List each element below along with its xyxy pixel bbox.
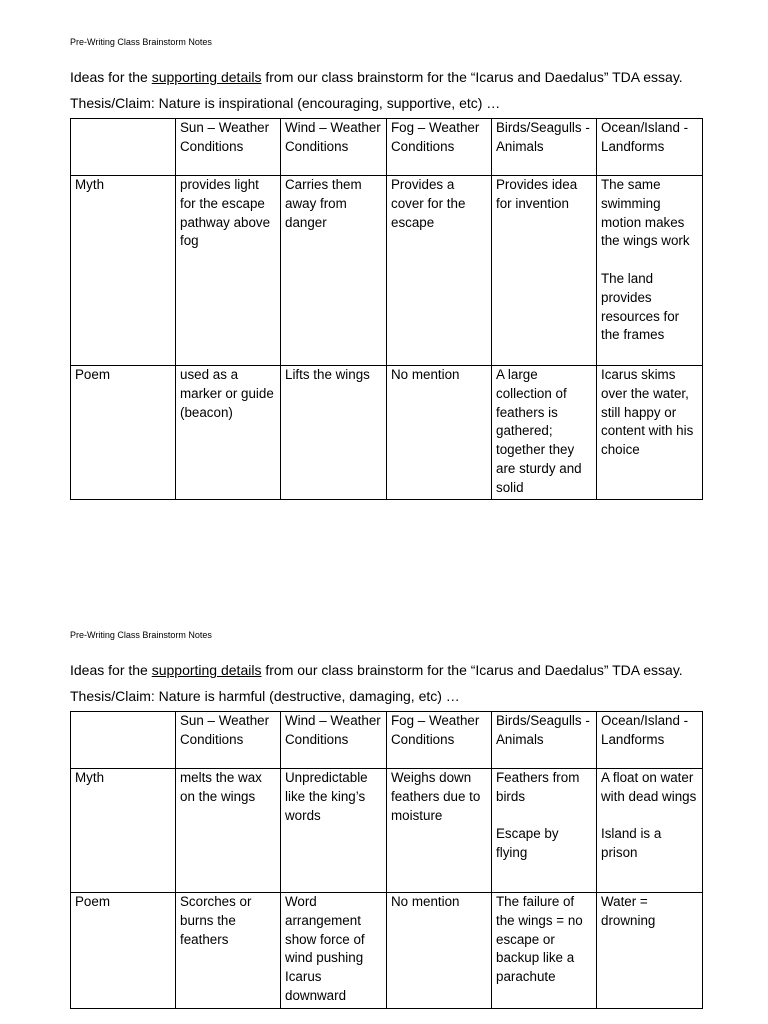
- table-cell: Feathers from birds Escape by flying: [492, 769, 597, 893]
- table-cell: Provides idea for invention: [492, 176, 597, 366]
- table-cell: used as a marker or guide (beacon): [176, 366, 281, 500]
- brainstorm-table: [70, 711, 703, 1009]
- brainstorm-table: [70, 118, 703, 500]
- table-cell: provides light for the escape pathway above fog: [176, 176, 281, 366]
- table-cell: Scorches or burns the feathers: [176, 893, 281, 1009]
- row-label-myth: Myth: [71, 769, 176, 893]
- intro-before: Ideas for the: [70, 69, 152, 85]
- table-cell: Icarus skims over the water, still happy or content with his choice: [597, 366, 703, 500]
- intro-after: from our class brainstorm for the “Icarus and Daedalus” TDA essay.: [261, 69, 683, 85]
- header-cell-wind: Wind – Weather Conditions: [281, 712, 387, 769]
- header-cell-fog: Fog – Weather Conditions: [387, 712, 492, 769]
- thesis-claim: Thesis/Claim: Nature is inspirational (encouraging, supportive, etc) …: [70, 95, 501, 111]
- row-label-myth: Myth: [71, 176, 176, 366]
- intro-after: from our class brainstorm for the “Icarus and Daedalus” TDA essay.: [261, 662, 683, 678]
- table-row: [71, 769, 703, 893]
- table-cell: No mention: [387, 893, 492, 1009]
- header-note: Pre-Writing Class Brainstorm Notes: [70, 630, 212, 640]
- table-cell: melts the wax on the wings: [176, 769, 281, 893]
- table-cell: Weighs down feathers due to moisture: [387, 769, 492, 893]
- table-cell: Water = drowning: [597, 893, 703, 1009]
- intro-text: [70, 661, 702, 679]
- table-cell: A float on water with dead wings Island is a prison: [597, 769, 703, 893]
- table-cell: Lifts the wings: [281, 366, 387, 500]
- header-cell-empty: [71, 712, 176, 769]
- notes-section-1: [70, 36, 702, 500]
- table-header-row: [71, 712, 703, 769]
- table-row: [71, 176, 703, 366]
- header-cell-wind: Wind – Weather Conditions: [281, 119, 387, 176]
- table-cell: Carries them away from danger: [281, 176, 387, 366]
- header-cell-empty: [71, 119, 176, 176]
- supporting-details-underlined: supporting details: [151, 69, 262, 85]
- table-cell: Provides a cover for the escape: [387, 176, 492, 366]
- header-cell-fog: Fog – Weather Conditions: [387, 119, 492, 176]
- table-cell: The same swimming motion makes the wings work The land provides resources for the frames: [597, 176, 703, 366]
- intro-before: Ideas for the: [70, 662, 152, 678]
- notes-section-2: [70, 629, 702, 1009]
- thesis-claim: Thesis/Claim: Nature is harmful (destructive, damaging, etc) …: [70, 688, 460, 704]
- header-cell-ocean: Ocean/Island - Landforms: [597, 119, 703, 176]
- header-cell-sun: Sun – Weather Conditions: [176, 712, 281, 769]
- table-cell: A large collection of feathers is gathered; together they are sturdy and solid: [492, 366, 597, 500]
- table-cell: The failure of the wings = no escape or backup like a parachute: [492, 893, 597, 1009]
- header-cell-ocean: Ocean/Island - Landforms: [597, 712, 703, 769]
- row-label-poem: Poem: [71, 366, 176, 500]
- header-cell-birds: Birds/Seagulls - Animals: [492, 712, 597, 769]
- table-row: [71, 893, 703, 1009]
- table-cell: No mention: [387, 366, 492, 500]
- supporting-details-underlined: supporting details: [151, 662, 262, 678]
- header-cell-birds: Birds/Seagulls - Animals: [492, 119, 597, 176]
- table-cell: Word arrangement show force of wind pushing Icarus downward: [281, 893, 387, 1009]
- table-cell: Unpredictable like the king’s words: [281, 769, 387, 893]
- intro-text: [70, 68, 702, 86]
- header-note: Pre-Writing Class Brainstorm Notes: [70, 37, 212, 47]
- table-header-row: [71, 119, 703, 176]
- table-row: [71, 366, 703, 500]
- header-cell-sun: Sun – Weather Conditions: [176, 119, 281, 176]
- row-label-poem: Poem: [71, 893, 176, 1009]
